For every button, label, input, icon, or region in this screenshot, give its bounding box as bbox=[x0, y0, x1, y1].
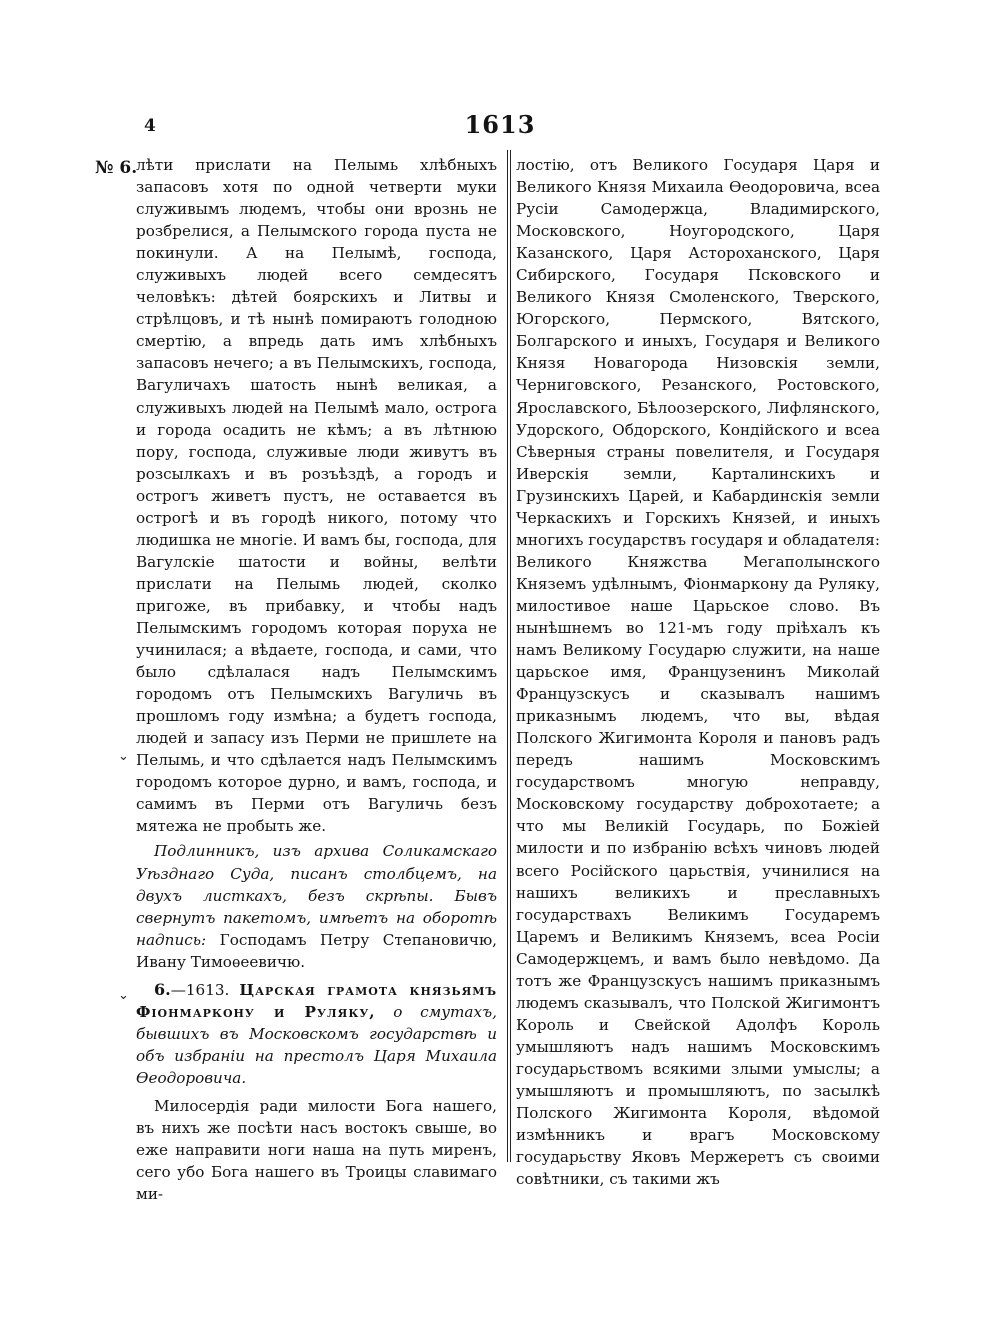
source-note-address: Господамъ Петру Степановичю, Ивану Тимоѳеевичю. bbox=[136, 930, 497, 971]
right-column bbox=[516, 154, 880, 1190]
document-heading-date: —1613. bbox=[170, 980, 230, 999]
document-heading-summary: о смутахъ, бывшихъ въ Московскомъ государствѣ и объ избранiи на престолъ Царя Михаила Ѳеодоровича. bbox=[136, 1002, 497, 1087]
document-number-label: № 6. bbox=[95, 158, 138, 178]
source-note-italic: Подлинникъ, изъ архива Соликамскаго Уѣзднаго Суда, писанъ столбцемъ, на двухъ листкахъ, безъ скрѣпы. Бывъ свернутъ пакетомъ, имѣетъ на оборотѣ надпись: bbox=[136, 842, 497, 949]
document-heading-title: Царская грамота князьямъ Фiонмаркону и Руляку, bbox=[136, 980, 497, 1021]
document-body-continuation: лостiю, отъ Великого Государя Царя и Великого Князя Михаила Ѳеодоровича, всеа Русiи Самодержца, Владимирского, Московского, Ноугородского, Царя Казанского, Царя Астороханского, Царя Сибирского, Государя Псковского и Великого Князя Смоленского, Тверского, Югорского, Пермского, Вятского, Болгарского и иныхъ, Государя и Великого Князя Новагорода Низовскiя земли, Черниговского, Резанского, Ростовского, Ярославского, Бѣлоозерского, Лифлянского, Удорского, Обдорского, Кондiйского и всеа Сѣверныя страны повелителя, и Государя Иверскiя земли, Карталинскихъ и Грузинскихъ Царей, и Кабардинскiя земли Черкаскихъ и Горскихъ Князей, и иныхъ многихъ государствъ государя и обладателя: Великого Княжства Мегаполынского Княземъ удѣлнымъ, Фiонмаркону да Руляку, милостивое наше Царьское слово. Въ нынѣшнемъ во 121-мъ году прiѣхалъ къ намъ Великому Государю служити, на наше царьское имя, Французенинъ Миколай Французскусъ и сказывалъ нашимъ приказнымъ людемъ, что вы, вѣдая Полского Жигимонта Короля и пановъ радъ передъ нашимъ Московскимъ государствомъ многую неправду, Московскому государству доброхотаете; а что мы Великiй Государь, по Божiей милости и по избранiю всѣхъ чиновъ людей всего Росiйского царьствiя, учинилися на нашихъ великихъ и преславныхъ государствахъ Великимъ Государемъ Царемъ и Великимъ Княземъ, всеа Росiи Самодержцемъ, и вамъ было невѣдомо. Да тотъ же Французскусъ нашимъ приказнымъ людемъ сказывалъ, что Полской Жигимонтъ Король и Свейской Адолфъ Король умышляютъ надъ нашимъ Московскимъ государьствомъ всякими злыми умыслы; а умышляютъ и промышляютъ, по засылкѣ Полского Жигимонта Короля, вѣдомой измѣнникъ и врагъ Московскому государьству Яковъ Мержеретъ съ своими совѣтники, съ такими жъ bbox=[516, 156, 880, 1189]
document-heading-number: 6. bbox=[154, 979, 171, 999]
page-number: 4 bbox=[144, 116, 156, 136]
left-column bbox=[136, 154, 497, 1205]
document-heading bbox=[136, 979, 497, 1089]
year-heading: 1613 bbox=[464, 110, 536, 139]
column-divider bbox=[507, 150, 508, 1162]
column-divider-second bbox=[510, 150, 511, 1162]
margin-mark: ⌄ bbox=[118, 749, 129, 764]
margin-mark: ⌄ bbox=[118, 988, 129, 1003]
letter-continuation: лѣти прислати на Пелымь хлѣбныхъ запасовъ хотя по одной четверти муки служивымъ людемъ, чтобы они врознь не розбрелися, а Пелымского города пуста не покинули. А на Пелымѣ, господа, служивыхъ людей всего семдесятъ человѣкъ: дѣтей боярскихъ и Литвы и стрѣлцовъ, и тѣ нынѣ помираютъ голодною смертiю, а впредь дать имъ хлѣбныхъ запасовъ нечего; а въ Пелымскихъ, господа, Вагуличахъ шатость нынѣ великая, а служивыхъ людей на Пелымѣ мало, острога и города осадить не кѣмъ; а въ лѣтнюю пору, господа, служивые люди живутъ въ розсылкахъ и въ розъѣздѣ, а городъ и острогъ живетъ пустъ, не оставается въ острогѣ и въ городѣ никого, потому что людишка не многiе. И вамъ бы, господа, для Вагулскiе шатости и войны, велѣти прислати на Пелымь людей, сколко пригоже, въ прибавку, и чтобы надъ Пелымскимъ городомъ которая поруха не учинилася; а вѣдаете, господа, и сами, что было сдѣлалася надъ Пелымскимъ городомъ отъ Пелымскихъ Вагуличь въ прошломъ году измѣна; а будетъ господа, людей и запасу изъ Перми не пришлете на Пелымь, и что сдѣлается надъ Пелымскимъ городомъ которое дурно, и вамъ, господа, и самимъ въ Перми отъ Вагуличь безъ мятежа не пробыть же. bbox=[136, 156, 497, 836]
source-note bbox=[136, 840, 497, 972]
document-body-start: Милосердiя ради милости Бога нашего, въ нихъ же посѣти насъ востокъ свыше, во еже направити ноги наша на путь миренъ, сего убо Бога нашего въ Троицы славимаго ми- bbox=[136, 1096, 497, 1204]
